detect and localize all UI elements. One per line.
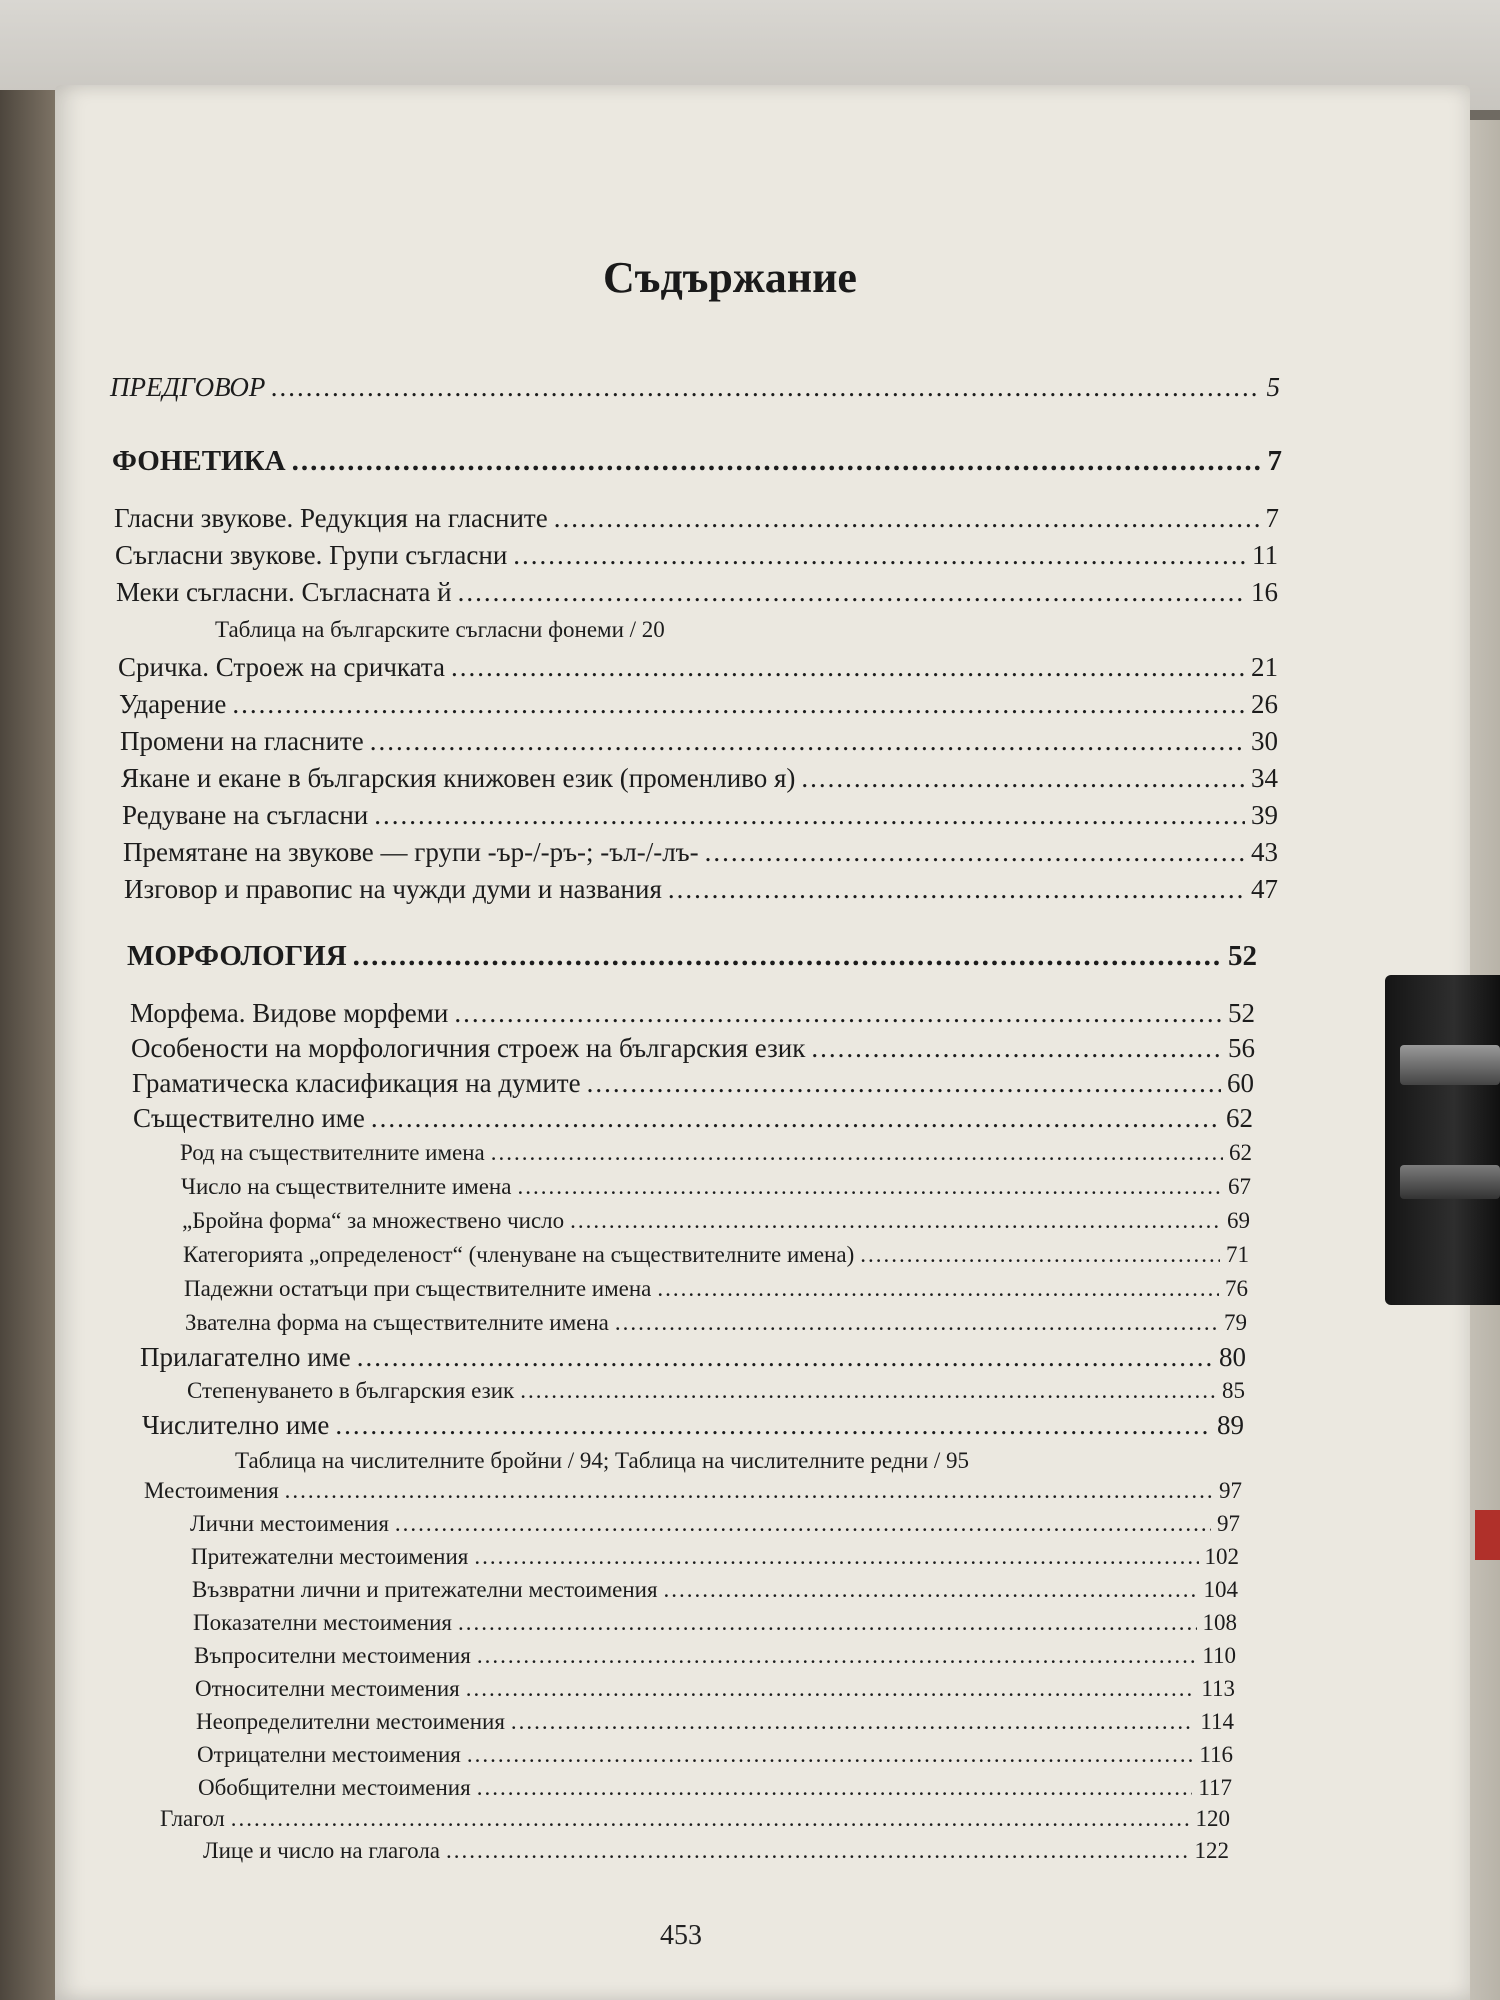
background-object xyxy=(1475,1510,1500,1560)
toc-subentry: Отрицателни местоимения ..... 116 xyxy=(197,1742,1233,1768)
page-title: Съдържание xyxy=(603,253,857,302)
toc-entry: Числително име ..... 89 xyxy=(142,1410,1244,1441)
toc-entry: Морфема. Видове морфеми ..... 52 xyxy=(130,998,1255,1029)
toc-entry: Граматическа класификация на думите ..... 60 xyxy=(132,1068,1254,1099)
toc-subentry: Степенуването в българския език ..... 85 xyxy=(187,1378,1245,1404)
toc-subentry: Въпросителни местоимения ..... 110 xyxy=(194,1643,1236,1669)
toc-note: Таблица на числителните бройни / 94; Таблица на числителните редни / 95 xyxy=(235,1448,970,1473)
toc-note: Таблица на българските съгласни фонеми / 20 xyxy=(215,617,665,642)
toc-section: МОРФОЛОГИЯ ..... 52 xyxy=(127,940,1257,973)
toc-subentry: Относителни местоимения ..... 113 xyxy=(195,1676,1235,1702)
toc-entry: Редуване на съгласни ..... 39 xyxy=(122,800,1278,831)
toc-entry: Промени на гласните ..... 30 xyxy=(120,726,1278,757)
toc-subentry: Показателни местоимения ..... 108 xyxy=(193,1610,1237,1636)
toc-entry: Съществително име ..... 62 xyxy=(133,1103,1253,1134)
toc-entry: ПРЕДГОВОР ..... 5 xyxy=(110,372,1280,403)
toc-entry: Ударение ..... 26 xyxy=(119,689,1278,720)
toc-entry: Премятане на звукове — групи -ър-/-ръ-; -ъл-/-лъ- ..... 43 xyxy=(123,837,1278,868)
toc-entry: Якане и екане в българския книжовен език (променливо я) ..... 34 xyxy=(121,763,1278,794)
toc-entry: Особености на морфологичния строеж на българския език ..... 56 xyxy=(131,1033,1255,1064)
page-number: 453 xyxy=(660,1920,702,1951)
toc-entry: Сричка. Строеж на сричката ..... 21 xyxy=(118,652,1278,683)
binder-clip xyxy=(1385,975,1500,1305)
toc-entry: Местоимения ..... 97 xyxy=(144,1478,1242,1504)
toc-section: ФОНЕТИКА ..... 7 xyxy=(112,445,1282,478)
toc-subentry: Лице и число на глагола ..... 122 xyxy=(203,1838,1229,1864)
toc-entry: Изговор и правопис на чужди думи и названия ..... 47 xyxy=(124,874,1278,905)
toc-subentry: Неопределителни местоимения ..... 114 xyxy=(196,1709,1234,1735)
toc-entry: Прилагателно име ..... 80 xyxy=(140,1342,1246,1373)
toc-subentry: Род на съществителните имена ..... 62 xyxy=(180,1140,1252,1166)
toc-subentry: Падежни остатъци при съществителните имена ..... 76 xyxy=(184,1276,1248,1302)
toc-subentry: Възвратни лични и притежателни местоимения ..... 104 xyxy=(192,1577,1238,1603)
toc-subentry: Число на съществителните имена ..... 67 xyxy=(181,1174,1251,1200)
toc-subentry: „Бройна форма“ за множествено число ..... 69 xyxy=(182,1208,1250,1234)
toc-entry: Меки съгласни. Съгласната й ..... 16 xyxy=(116,577,1278,608)
toc-subentry: Притежателни местоимения ..... 102 xyxy=(191,1544,1239,1570)
toc-entry: Съгласни звукове. Групи съгласни ..... 11 xyxy=(115,540,1278,571)
toc-entry: Гласни звукове. Редукция на гласните ..... 7 xyxy=(114,503,1279,534)
toc-subentry: Звателна форма на съществителните имена ..... 79 xyxy=(185,1310,1247,1336)
toc-subentry: Лични местоимения ..... 97 xyxy=(190,1511,1240,1537)
toc-subentry: Обобщителни местоимения ..... 117 xyxy=(198,1775,1232,1801)
toc-entry: Глагол ..... 120 xyxy=(160,1806,1230,1832)
toc-subentry: Категорията „определеност“ (членуване на съществителните имена) ..... 71 xyxy=(183,1242,1249,1268)
